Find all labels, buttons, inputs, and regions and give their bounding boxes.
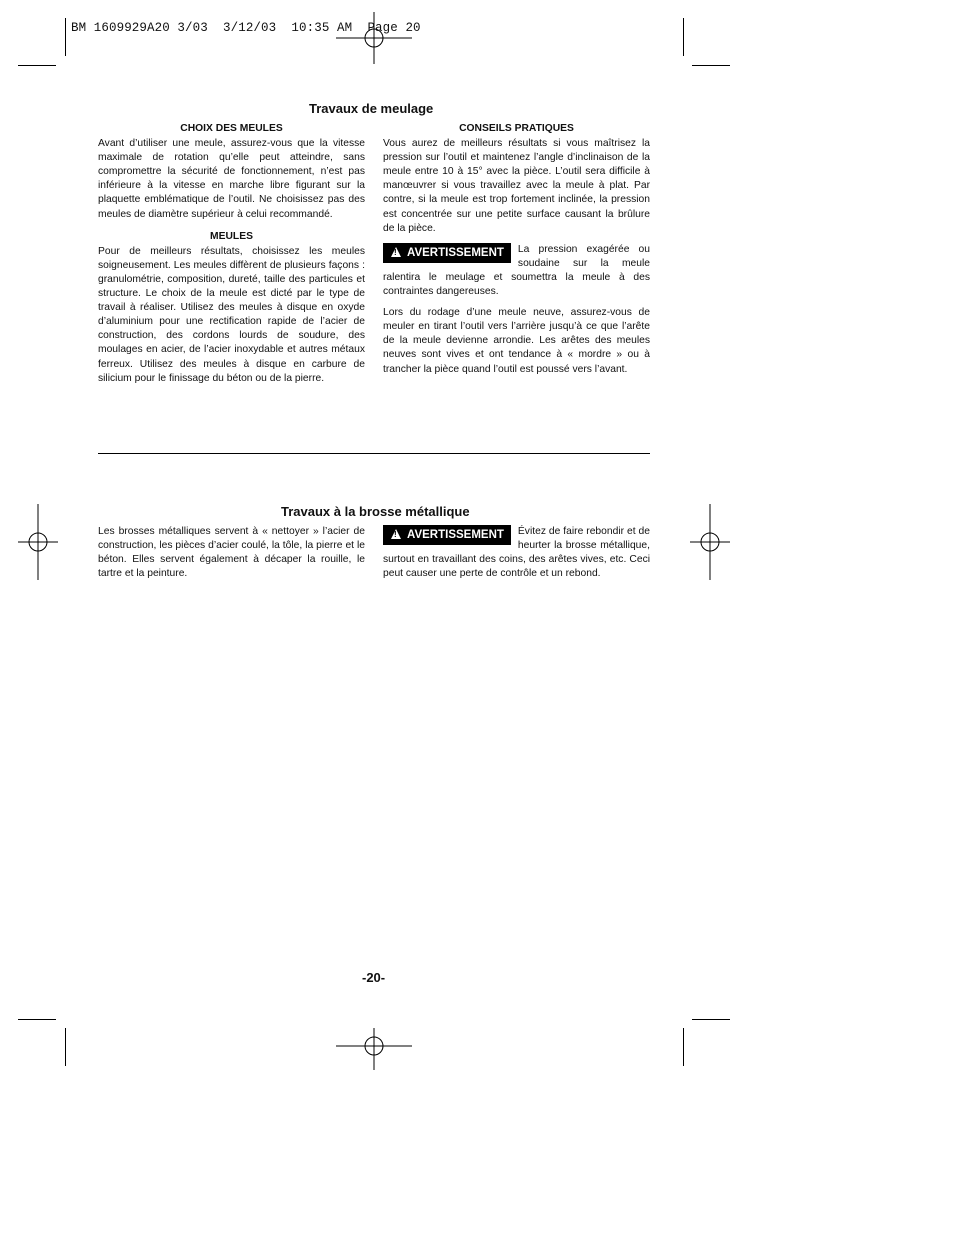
grinding-right-column <box>383 122 650 377</box>
page-number: -20- <box>362 970 386 985</box>
conseils-paragraph: Vous aurez de meilleurs résultats si vous maîtrisez la pression sur l’outil et maintenez l’angle d’inclinaison de la meule entre 10 à 15° avec la pièce. L’outil sera difficile à manœuvrer si vous travaillez avec la meule à plat. Par contre, si la meule est trop fortement inclinée, la pression est concentrée sur une petite surface causant la brûlure de la pièce. <box>383 138 650 234</box>
crop-mark-bottom-left-horizontal <box>18 1019 56 1020</box>
grinding-warning-text: La pression exagérée ou soudaine sur la meule ralentira le meulage et soumettra la meule à des contraintes dangereuses. <box>383 243 650 298</box>
crop-mark-top-right-vertical <box>683 18 684 56</box>
choix-heading: CHOIX DES MEULES <box>180 123 283 134</box>
brushing-warning-text: Évitez de faire rebondir et de heurter la brosse métallique, surtout en travaillant des coins, des arêtes vives, etc. Ceci peut causer une perte de contrôle et un rebond. <box>383 526 650 580</box>
registration-mark-bottom-icon <box>336 1028 412 1070</box>
warning-triangle-icon <box>391 529 401 539</box>
brushing-left-column <box>98 525 365 581</box>
brushing-intro-paragraph: Les brosses métalliques servent à « nettoyer » l’acier de construction, les pièces d’acier coulé, la tôle, la pierre et le béton. Elles servent également à décaper la rouille, le tartre et la peinture. <box>98 526 365 580</box>
brushing-warning-badge <box>383 525 511 545</box>
brushing-warning-paragraph <box>383 525 650 581</box>
registration-mark-top-icon <box>336 8 412 64</box>
brushing-warning-label: AVERTISSEMENT <box>407 529 504 541</box>
rodage-paragraph: Lors du rodage d’une meule neuve, assurez-vous de meuler en tirant l’outil vers l’arrière jusqu’à ce que l’arête de la meule devienne arrondie. Les arêtes des meules neuves sont vives et ont tendance à « mordre » ou à trancher la pièce quand l’outil est poussé vers l’avant. <box>383 307 650 375</box>
crop-mark-top-right-horizontal <box>692 65 730 66</box>
crop-mark-top-left-horizontal <box>18 65 56 66</box>
warning-triangle-icon <box>391 247 401 257</box>
crop-mark-bottom-right-horizontal <box>692 1019 730 1020</box>
brushing-section-title: Travaux à la brosse métallique <box>281 504 470 519</box>
grinding-section-title: Travaux de meulage <box>309 101 434 116</box>
grinding-warning-paragraph <box>383 243 650 299</box>
crop-mark-bottom-left-vertical <box>65 1028 66 1066</box>
grinding-warning-badge <box>383 243 511 263</box>
print-slug: BM 1609929A20 3/03 3/12/03 10:35 AM Page 20 <box>71 21 421 35</box>
grinding-warning-label: AVERTISSEMENT <box>407 246 504 259</box>
registration-mark-right-icon <box>690 504 730 580</box>
brushing-right-column <box>383 525 650 581</box>
meules-heading: MEULES <box>210 230 253 242</box>
crop-mark-bottom-right-vertical <box>683 1028 684 1066</box>
section-divider <box>98 453 650 454</box>
registration-mark-left-icon <box>18 504 58 580</box>
meules-paragraph: Pour de meilleurs résultats, choisissez les meules soigneusement. Les meules diffèrent de plusieurs façons : granulométrie, composition, dureté, taille des particules et structure. Le choix de la meule est dicté par le type de travail à réaliser. Utilisez des meules à disque en oxyde d’aluminium pour une rectification rapide de l’acier de construction, des cordons lourds de soudure, des moulages en acier, de l’acier inoxydable et autres métaux ferreux. Utilisez des meules à disque en carbure de silicium pour le finissage du béton ou de la pierre. <box>98 245 365 384</box>
crop-mark-top-left-vertical <box>65 18 66 56</box>
choix-paragraph: Avant d’utiliser une meule, assurez-vous que la vitesse maximale de rotation qu’elle peut atteindre, sans compromettre la sécurité de fonctionnement, n’est pas inférieure à la vitesse en marche libre figurant sur la plaquette emblématique de l’outil. Ne choisissez pas des meules de diamètre supérieur à celui recommandé. <box>98 138 365 220</box>
grinding-left-column <box>98 122 365 386</box>
conseils-heading: CONSEILS PRATIQUES <box>459 123 574 134</box>
